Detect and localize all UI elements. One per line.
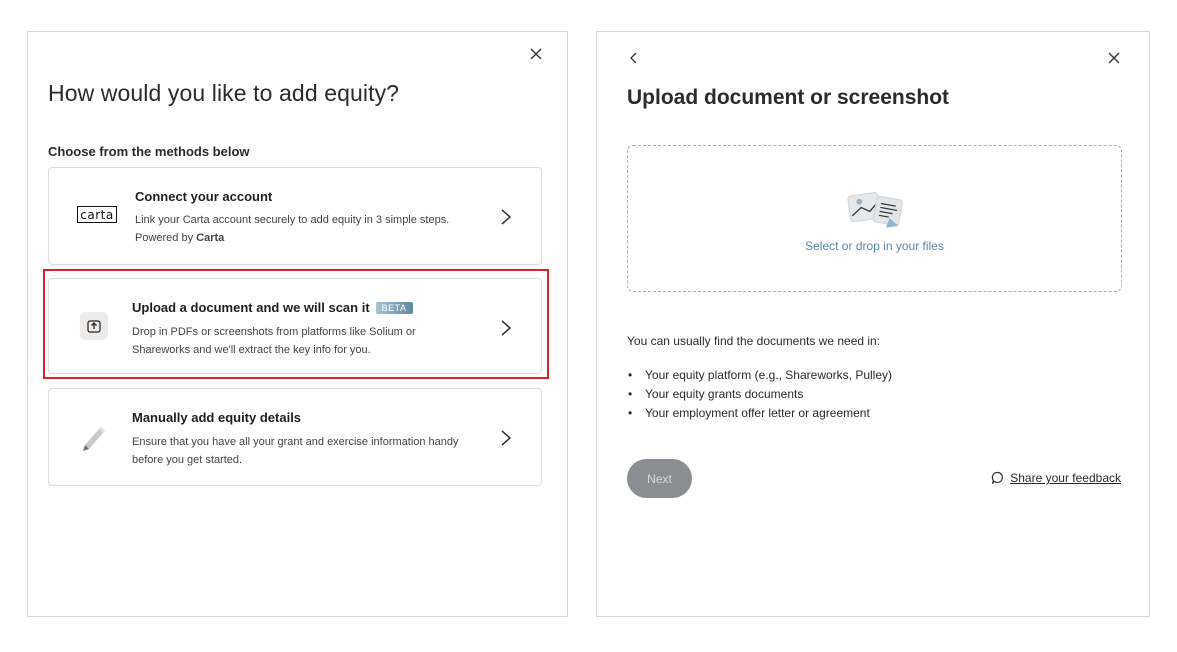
documents-illustration-icon (845, 188, 907, 230)
add-equity-dialog (27, 31, 568, 617)
chevron-right-icon (499, 429, 513, 447)
close-icon[interactable] (526, 44, 546, 64)
card-title: Upload a document and we will scan it BETA (132, 300, 413, 315)
close-icon[interactable] (1104, 48, 1124, 68)
carta-logo: carta (77, 206, 117, 223)
feedback-label: Share your feedback (1010, 471, 1121, 485)
chat-bubble-icon (991, 471, 1005, 485)
chevron-right-icon (499, 319, 513, 337)
document-sources-list (627, 366, 892, 423)
carta-brand-text: Carta (196, 232, 225, 244)
card-title: Manually add equity details (132, 410, 302, 425)
pencil-icon (79, 423, 107, 451)
page-title: How would you like to add equity? (48, 80, 400, 106)
list-item: • Your equity platform (e.g., Shareworks, Pulley) (627, 366, 892, 385)
info-text: You can usually find the documents we need in: (627, 334, 881, 348)
list-item: • Your employment offer letter or agreement (627, 404, 892, 423)
card-description: Ensure that you have all your grant and exercise information handy before you get started. (132, 436, 459, 466)
upload-document-card[interactable] (48, 278, 542, 374)
methods-subheading: Choose from the methods below (48, 144, 250, 159)
dropzone-label: Select or drop in your files (805, 239, 944, 253)
connect-account-card[interactable] (48, 167, 542, 265)
upload-document-dialog (596, 31, 1150, 617)
list-item: • Your equity grants documents (627, 385, 892, 404)
card-description: Link your Carta account securely to add equity in 3 simple steps. Powered by Carta (135, 214, 450, 244)
chevron-right-icon (499, 208, 513, 226)
share-feedback-link[interactable] (991, 471, 1121, 485)
page-title: Upload document or screenshot (627, 86, 950, 109)
upload-icon (80, 312, 108, 340)
beta-badge: BETA (376, 302, 413, 314)
card-title: Connect your account (135, 189, 273, 204)
chevron-left-icon[interactable] (624, 48, 644, 68)
file-dropzone[interactable] (627, 145, 1122, 292)
next-button[interactable]: Next (627, 459, 692, 498)
card-description: Drop in PDFs or screenshots from platforms like Solium or Shareworks and we'll extract the key info for you. (132, 326, 416, 356)
manual-entry-card[interactable] (48, 388, 542, 486)
